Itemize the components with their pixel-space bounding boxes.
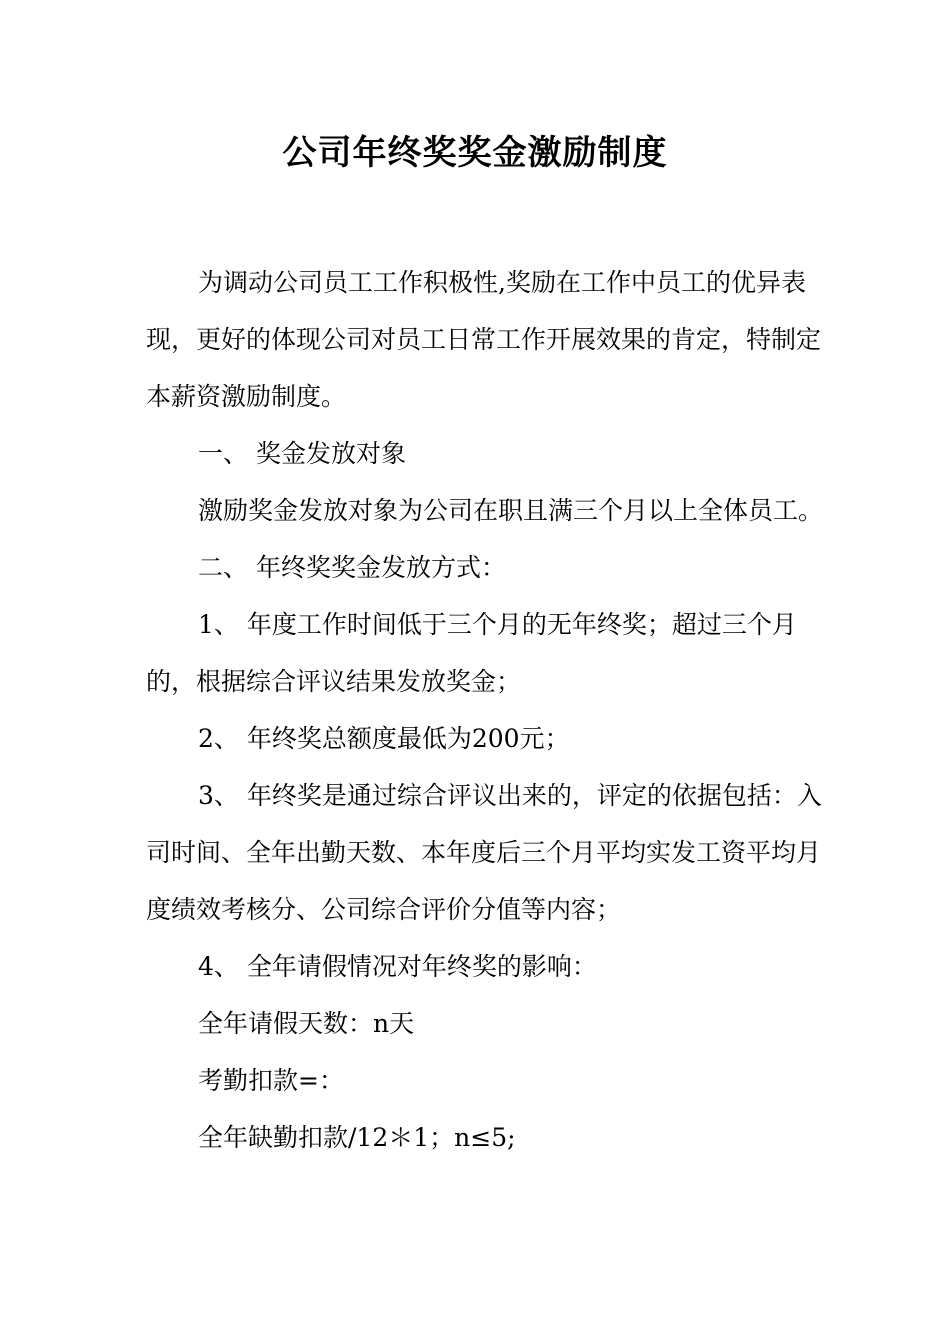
list-item-1: 1、 年度工作时间低于三个月的无年终奖；超过三个月的，根据综合评议结果发放奖金； — [146, 610, 797, 696]
paragraph-intro: 为调动公司员工工作积极性,奖励在工作中员工的优异表现，更好的体现公司对员工日常工作开展效果的肯定，特制定本薪资激励制度。 — [146, 268, 822, 411]
paragraph-recipients: 激励奖金发放对象为公司在职且满三个月以上全体员工。 — [198, 496, 824, 525]
document-title: 公司年终奖奖金激励制度 — [282, 133, 668, 173]
leave-days-line: 全年请假天数：n天 — [198, 1009, 415, 1038]
list-item-4: 4、 全年请假情况对年终奖的影响： — [198, 952, 597, 981]
section-heading-2: 二、 年终奖奖金发放方式： — [198, 553, 506, 582]
section-heading-1: 一、 奖金发放对象 — [198, 439, 406, 468]
attendance-deduction-line: 考勤扣款=： — [198, 1066, 344, 1095]
list-item-3: 3、 年终奖是通过综合评议出来的，评定的依据包括：入司时间、全年出勤天数、本年度后三个月平均实发工资平均月度绩效考核分、公司综合评价分值等内容； — [146, 781, 822, 924]
list-item-2: 2、 年终奖总额度最低为200元； — [198, 724, 570, 753]
document-body — [146, 254, 836, 1166]
deduction-formula-line: 全年缺勤扣款/12＊1；n≤5; — [198, 1123, 516, 1152]
